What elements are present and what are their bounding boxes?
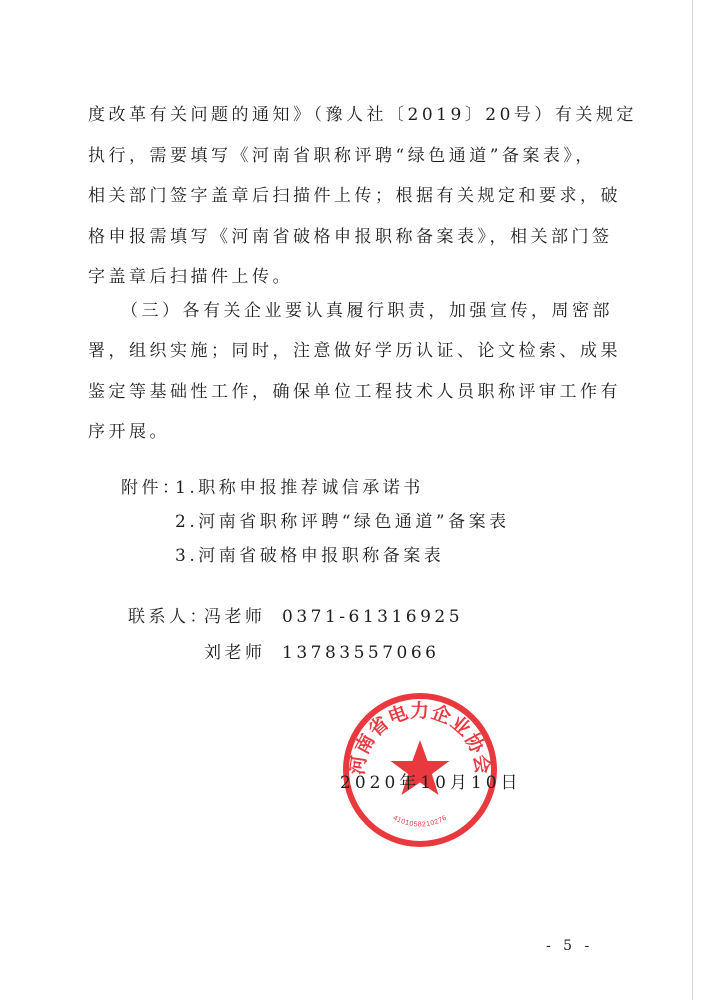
document-date: 2020年10月10日 <box>340 773 522 793</box>
contact-2-name: 刘老师 <box>204 643 266 663</box>
paragraph-3-line-1: （三）各有关企业要认真履行职责，加强宣传，周密部 <box>121 301 613 321</box>
contact-1-name: 冯老师 <box>204 607 266 627</box>
attachment-item-1: 1.职称申报推荐诚信承诺书 <box>175 478 424 498</box>
page-number: - 5 - <box>546 938 594 954</box>
paragraph-line-2: 执行，需要填写《河南省职称评聘“绿色通道”备案表》， <box>88 146 596 166</box>
attachment-item-2: 2.河南省职称评聘“绿色通道”备案表 <box>175 512 510 532</box>
contacts-label: 联系人： <box>128 607 210 627</box>
official-seal-stamp <box>340 690 500 850</box>
paragraph-line-1: 度改革有关问题的通知》（豫人社〔2019〕20号）有关规定 <box>88 105 637 125</box>
attachment-item-3: 3.河南省破格申报职称备案表 <box>175 546 445 566</box>
page-edge-line <box>692 0 693 1000</box>
paragraph-line-4: 格申报需填写《河南省破格申报职称备案表》，相关部门签 <box>88 227 613 247</box>
paragraph-line-3: 相关部门签字盖章后扫描件上传；根据有关规定和要求，破 <box>88 186 621 206</box>
seal-organization-text: 河南省电力企业协会 <box>347 701 493 777</box>
contact-1-phone: 0371-61316925 <box>282 607 464 627</box>
attachments-label: 附件： <box>121 478 183 498</box>
contact-2-phone: 13783557066 <box>282 643 440 663</box>
svg-text:4101058210276 <box>392 815 449 829</box>
paragraph-3-line-3: 鉴定等基础性工作，确保单位工程技术人员职称评审工作有 <box>88 382 621 402</box>
paragraph-line-5: 字盖章后扫描件上传。 <box>88 267 293 287</box>
seal-number-text: 4101058210276 <box>391 814 449 829</box>
paragraph-3-line-2: 署，组织实施；同时，注意做好学历认证、论文检索、成果 <box>88 341 621 361</box>
paragraph-3-line-4: 序开展。 <box>88 422 170 442</box>
